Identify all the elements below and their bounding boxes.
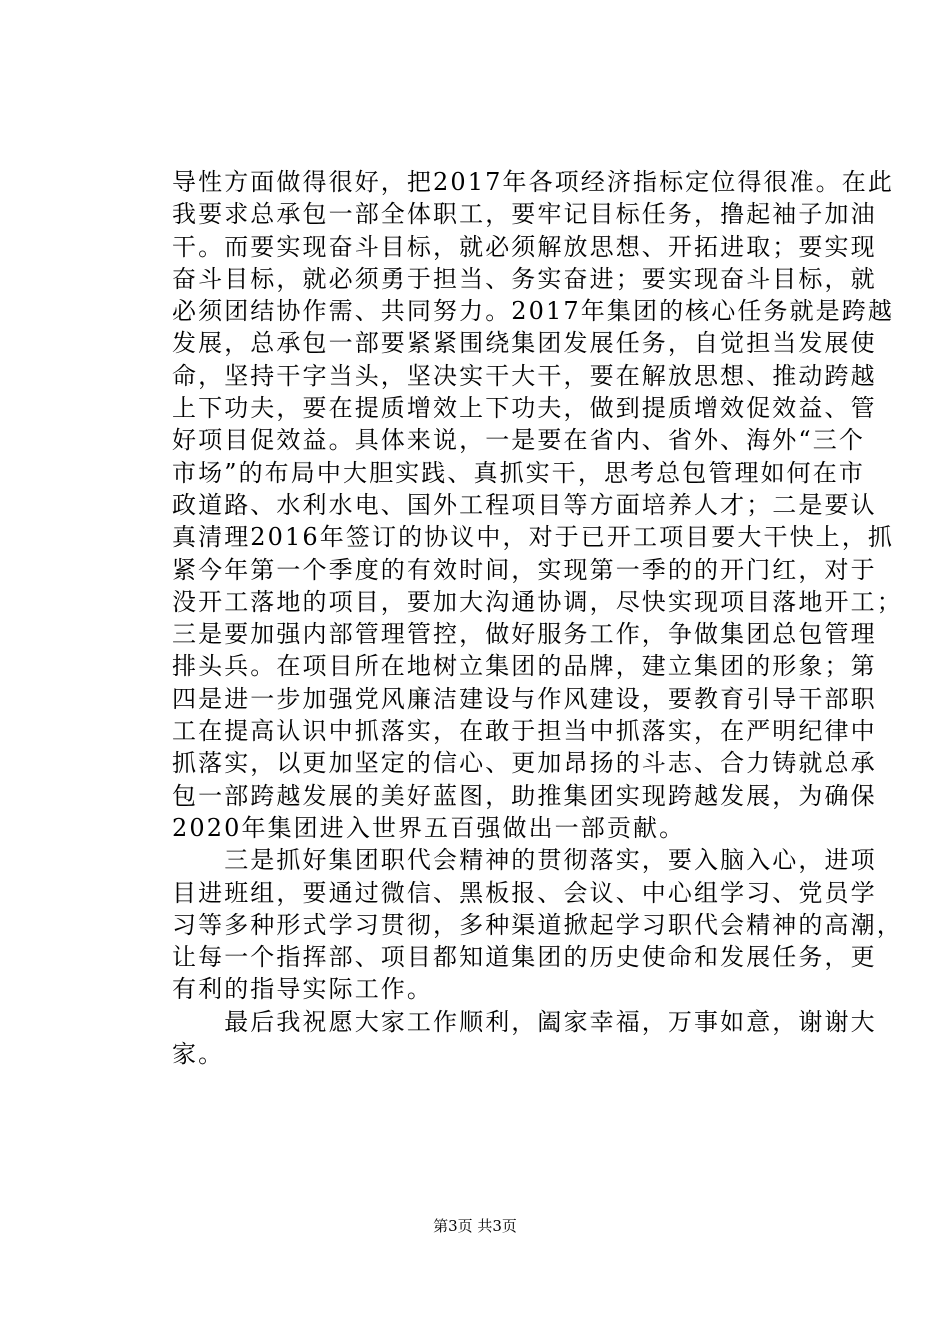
text-line: 包一部跨越发展的美好蓝图，助推集团实现跨越发展，为确保 [172, 781, 877, 810]
text-line: 必须团结协作需、共同努力。2017年集团的核心任务就是跨越 [172, 297, 894, 326]
text-line: 真清理2016年签订的协议中，对于已开工项目要大干快上，抓 [172, 523, 894, 552]
text-line: 政道路、水利水电、国外工程项目等方面培养人才；二是要认 [172, 490, 877, 519]
body-text [172, 166, 903, 1070]
text-line: 习等多种形式学习贯彻，多种渠道掀起学习职代会精神的高潮， [172, 910, 903, 939]
text-line: 导性方面做得很好，把2017年各项经济指标定位得很准。在此 [172, 168, 894, 196]
text-line: 紧今年第一个季度的有效时间，实现第一季的的开门红，对于 [172, 555, 877, 584]
text-line: 工在提高认识中抓落实，在敢于担当中抓落实，在严明纪律中 [172, 717, 877, 746]
text-line: 最后我祝愿大家工作顺利，阖家幸福，万事如意，谢谢大 [172, 1007, 877, 1036]
text-line: 上下功夫，要在提质增效上下功夫，做到提质增效促效益、管 [172, 394, 877, 423]
text-line: 三是要加强内部管理管控，做好服务工作，争做集团总包管理 [172, 620, 877, 649]
text-line: 家。 [172, 1040, 225, 1069]
page-footer [0, 1216, 950, 1236]
text-line: 没开工落地的项目，要加大沟通协调，尽快实现项目落地开工； [172, 587, 903, 616]
text-line: 干。而要实现奋斗目标，就必须解放思想、开拓进取；要实现 [172, 232, 877, 261]
text-line: 发展，总承包一部要紧紧围绕集团发展任务，自觉担当发展使 [172, 329, 877, 358]
text-line: 目进班组，要通过微信、黑板报、会议、中心组学习、党员学 [172, 878, 877, 907]
text-line: 排头兵。在项目所在地树立集团的品牌，建立集团的形象；第 [172, 652, 877, 681]
text-line: 抓落实，以更加坚定的信心、更加昂扬的斗志、合力铸就总承 [172, 749, 877, 778]
text-line: 命，坚持干字当头，坚决实干大干，要在解放思想、推动跨越 [172, 361, 877, 390]
text-line: 有利的指导实际工作。 [172, 975, 433, 1004]
text-line: 让每一个指挥部、项目都知道集团的历史使命和发展任务，更 [172, 943, 877, 972]
text-line: 好项目促效益。具体来说，一是要在省内、省外、海外“三个 [172, 426, 865, 455]
text-line: 三是抓好集团职代会精神的贯彻落实，要入脑入心，进项 [172, 846, 877, 875]
page-number-label: 第3页 共3页 [433, 1217, 517, 1235]
text-line: 奋斗目标，就必须勇于担当、务实奋进；要实现奋斗目标，就 [172, 264, 877, 293]
text-line: 2020年集团进入世界五百强做出一部贡献。 [172, 813, 686, 842]
text-line: 我要求总承包一部全体职工，要牢记目标任务，撸起袖子加油 [172, 200, 877, 229]
text-line: 四是进一步加强党风廉洁建设与作风建设，要教育引导干部职 [172, 684, 877, 713]
text-line: 市场”的布局中大胆实践、真抓实干，思考总包管理如何在市 [172, 458, 865, 487]
